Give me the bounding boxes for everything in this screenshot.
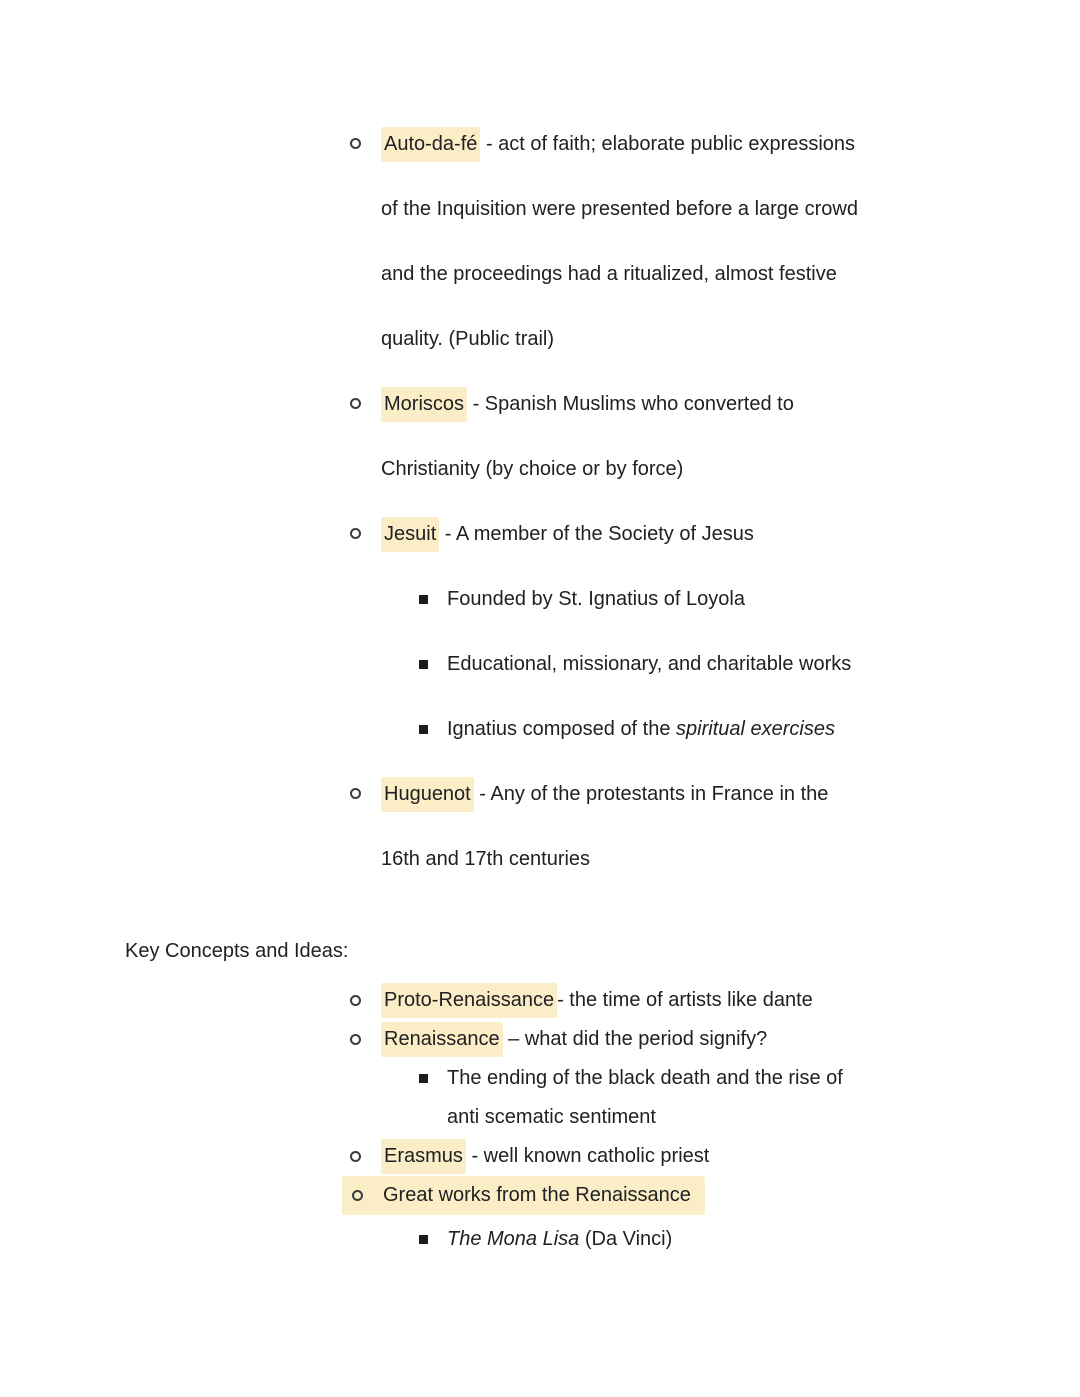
square-bullet-icon [419,1074,428,1083]
list-item-text [381,1020,1080,1059]
bullet-marker [348,502,381,539]
term-definition: - A member of the Society of Jesus [439,523,754,545]
bullet-marker [348,1020,381,1045]
sub-item-rest: (Da Vinci) [579,1228,673,1250]
highlighted-row [342,1176,705,1215]
term-definition: - Any of the protestants in France in the [473,783,829,805]
circle-bullet-icon [352,1190,363,1201]
highlighted-term: Erasmus [381,1139,466,1174]
term-definition: - well known catholic priest [465,1145,710,1167]
circle-bullet-icon [350,528,361,539]
circle-bullet-icon [350,138,361,149]
list-item-moriscos [348,372,1080,502]
bullet-marker [348,112,381,149]
highlighted-term: Auto-da-fé [381,127,480,162]
square-bullet-icon [419,660,428,669]
bullet-marker [417,632,447,669]
bullet-marker [348,762,381,799]
list-item-text [381,981,1080,1020]
term-definition-line: quality. (Public trail) [381,328,555,350]
list-item-great-works [342,1176,1080,1215]
square-bullet-icon [419,725,428,734]
bullet-marker [417,567,447,604]
list-item-jesuit [348,502,1080,567]
italic-title: The Mona Lisa [447,1228,580,1250]
bullet-marker [348,372,381,409]
sub-item-text [447,1220,1080,1259]
bullet-marker [417,1220,447,1244]
sub-list-item [417,1059,1080,1137]
key-concepts-section [0,932,1080,1259]
circle-bullet-icon [350,398,361,409]
list-item-text [381,1137,1080,1176]
square-bullet-icon [419,595,428,604]
bullet-marker [417,697,447,734]
bullet-marker [417,1059,447,1083]
term-definition: - Spanish Muslims who converted to [467,393,794,415]
circle-bullet-icon [350,995,361,1006]
list-item-text [381,112,1080,372]
highlighted-term: Moriscos [381,387,467,422]
term-definition: - the time of artists like dante [557,989,813,1011]
highlighted-term: Jesuit [381,517,439,552]
section-heading: Key Concepts and Ideas: [125,940,349,962]
list-item-text [381,372,1080,502]
circle-bullet-icon [350,1151,361,1162]
term-definition-line: and the proceedings had a ritualized, almost festive [381,263,837,285]
bullet-marker [348,981,381,1006]
highlighted-term: Proto-Renaissance [381,983,557,1018]
highlighted-term: Huguenot [381,777,474,812]
sub-item-line: anti scematic sentiment [447,1106,656,1128]
highlighted-term: Renaissance [381,1022,503,1057]
list-item-text [381,502,1080,567]
term-definition-line: of the Inquisition were presented before a large crowd [381,198,858,220]
list-item-text: Great works from the Renaissance [383,1184,691,1206]
circle-bullet-icon [350,1034,361,1045]
bullet-marker [348,1137,381,1162]
list-item-erasmus [348,1137,1080,1176]
bullet-marker [350,1176,383,1201]
list-item-renaissance [348,1020,1080,1059]
sub-list-item [417,567,1080,632]
sub-item-text [447,697,1080,762]
list-item-huguenot [348,762,1080,892]
circle-bullet-icon [350,788,361,799]
term-definition-line: 16th and 17th centuries [381,848,591,870]
list-item-auto-da-fe [348,112,1080,372]
sub-item-text: Founded by St. Ignatius of Loyola [447,588,745,610]
sub-list-item [417,632,1080,697]
sub-list-item-mona-lisa [417,1220,1080,1259]
list-item-text [381,762,1080,892]
italic-text: spiritual exercises [676,718,835,740]
term-definition: - act of faith; elaborate public expressions [480,133,856,155]
sub-item-text [447,1059,1080,1137]
list-item-proto-renaissance [348,981,1080,1020]
sub-list-item [417,697,1080,762]
term-definition: – what did the period signify? [502,1028,768,1050]
sub-item-prefix: Ignatius composed of the [447,718,677,740]
square-bullet-icon [419,1235,428,1244]
term-definition-line: Christianity (by choice or by force) [381,458,684,480]
sub-item-text: Educational, missionary, and charitable works [447,653,852,675]
terms-list [0,112,1080,892]
sub-item-line: The ending of the black death and the rise of [447,1067,843,1089]
